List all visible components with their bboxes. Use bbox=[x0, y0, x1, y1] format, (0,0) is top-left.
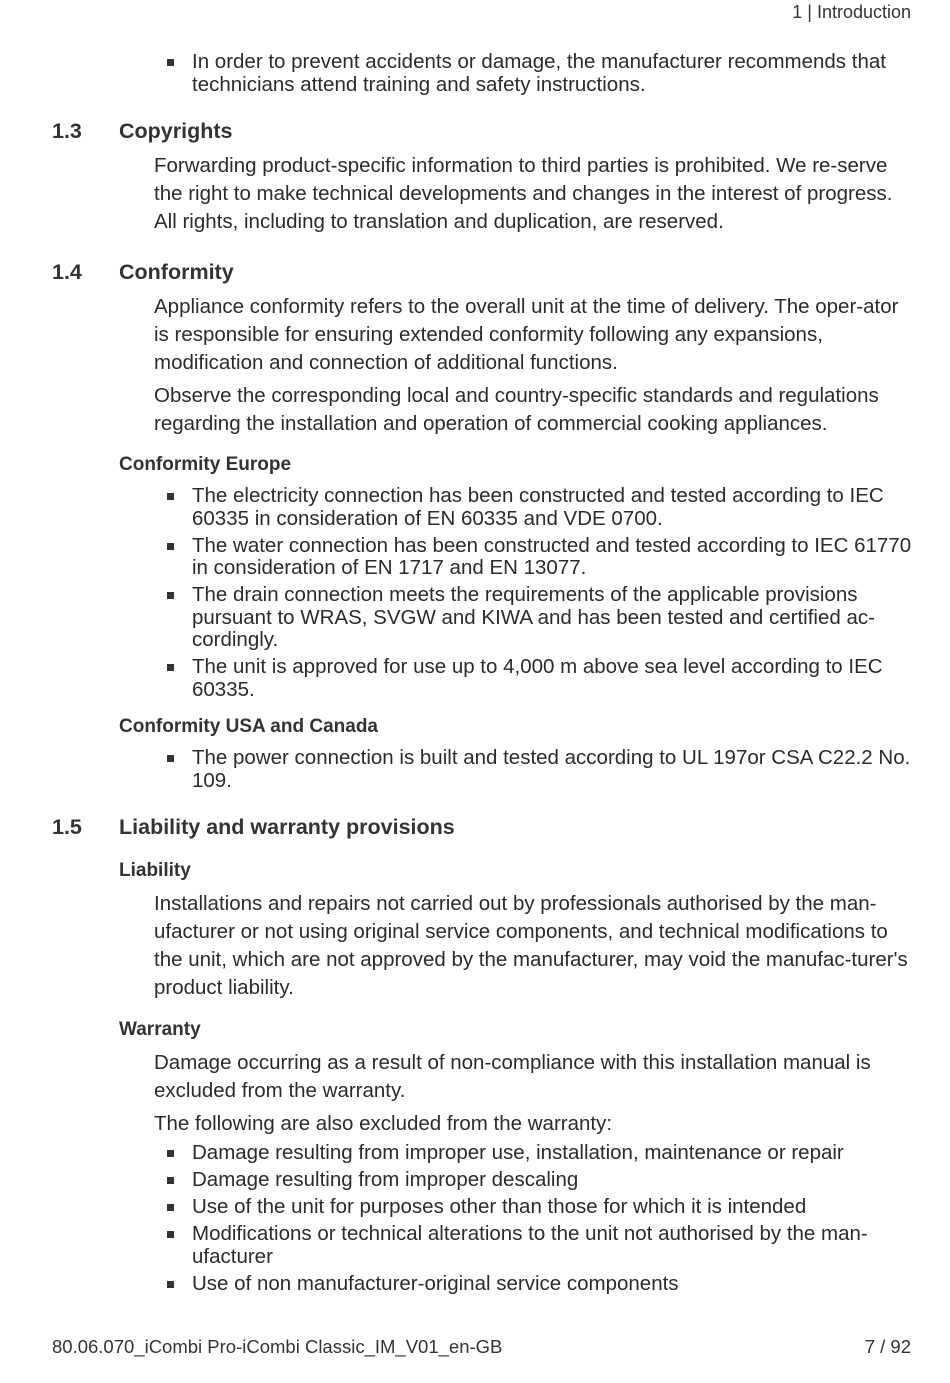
bullet-square-icon bbox=[167, 1231, 174, 1238]
liability-heading: Liability bbox=[119, 860, 191, 881]
section-heading-copyrights bbox=[52, 119, 232, 144]
section-title: Conformity bbox=[119, 260, 234, 284]
bullet-square-icon bbox=[167, 1281, 174, 1288]
warranty-text-2: The following are also excluded from the warranty: bbox=[154, 1112, 613, 1135]
list-item: Use of the unit for purposes other than those for which it is intended bbox=[192, 1196, 917, 1219]
list-item: Use of non manufacturer-original service components bbox=[192, 1273, 917, 1296]
section-number: 1.5 bbox=[52, 815, 82, 839]
list-item: The drain connection meets the requirements of the applicable provisions pursuant to WRAS, SVGW and KIWA and has been tested and certified ac-cordingly. bbox=[192, 584, 917, 652]
section-heading-liability-warranty bbox=[52, 815, 455, 840]
intro-bullet-list bbox=[192, 51, 917, 101]
section-title: Copyrights bbox=[119, 119, 233, 143]
section-heading-conformity bbox=[52, 260, 234, 285]
conformity-europe-list bbox=[192, 485, 917, 706]
warranty-text-1: Damage occurring as a result of non-compliance with this installation manual is excluded from the warranty. bbox=[154, 1051, 871, 1102]
copyrights-text: Forwarding product-specific information to third parties is prohibited. We re-serve the right to make technical developments and changes in the interest of progress. All rights, including to translation and duplication, are reserved. bbox=[154, 154, 893, 233]
list-item: The electricity connection has been constructed and tested according to IEC 60335 in consideration of EN 60335 and VDE 0700. bbox=[192, 485, 917, 530]
bullet-square-icon bbox=[167, 1204, 174, 1211]
list-item: The unit is approved for use up to 4,000 m above sea level according to IEC 60335. bbox=[192, 656, 917, 701]
bullet-square-icon bbox=[167, 493, 174, 500]
chapter-header: 1 | Introduction bbox=[792, 2, 911, 22]
conformity-text-1: Appliance conformity refers to the overall unit at the time of delivery. The oper-ator is responsible for ensuring extended conformity following any expansions, modification and connection of additional functions. bbox=[154, 295, 899, 374]
bullet-square-icon bbox=[167, 1177, 174, 1184]
section-number: 1.4 bbox=[52, 260, 82, 284]
bullet-square-icon bbox=[167, 664, 174, 671]
list-item: In order to prevent accidents or damage, the manufacturer recommends that technicians attend training and safety instructions. bbox=[192, 51, 917, 96]
bullet-square-icon bbox=[167, 59, 174, 66]
list-item: The water connection has been constructed and tested according to IEC 61770 in consideration of EN 1717 and EN 13077. bbox=[192, 535, 917, 580]
list-item: The power connection is built and tested according to UL 197or CSA C22.2 No. 109. bbox=[192, 747, 917, 792]
document-id: 80.06.070_iCombi Pro-iCombi Classic_IM_V01_en-GB bbox=[52, 1336, 503, 1357]
bullet-square-icon bbox=[167, 592, 174, 599]
bullet-square-icon bbox=[167, 543, 174, 550]
conformity-text-2: Observe the corresponding local and country-specific standards and regulations regarding the installation and operation of commercial cooking appliances. bbox=[154, 384, 879, 435]
page-number: 7 / 92 bbox=[864, 1336, 911, 1357]
liability-text: Installations and repairs not carried out by professionals authorised by the man-ufacturer or not using original service components, and technical modifications to the unit, which are not approved by the manufacturer, may void the manufac-turer's product liability. bbox=[154, 892, 908, 999]
conformity-europe-heading: Conformity Europe bbox=[119, 454, 292, 475]
bullet-square-icon bbox=[167, 755, 174, 762]
bullet-square-icon bbox=[167, 1150, 174, 1157]
conformity-usa-heading: Conformity USA and Canada bbox=[119, 716, 378, 737]
list-item: Modifications or technical alterations to the unit not authorised by the man-ufacturer bbox=[192, 1223, 917, 1268]
list-item: Damage resulting from improper use, installation, maintenance or repair bbox=[192, 1142, 917, 1165]
conformity-usa-list bbox=[192, 747, 917, 797]
section-title: Liability and warranty provisions bbox=[119, 815, 455, 839]
warranty-exclusions-list bbox=[192, 1142, 917, 1300]
section-number: 1.3 bbox=[52, 119, 82, 143]
warranty-heading: Warranty bbox=[119, 1019, 201, 1040]
list-item: Damage resulting from improper descaling bbox=[192, 1169, 917, 1192]
